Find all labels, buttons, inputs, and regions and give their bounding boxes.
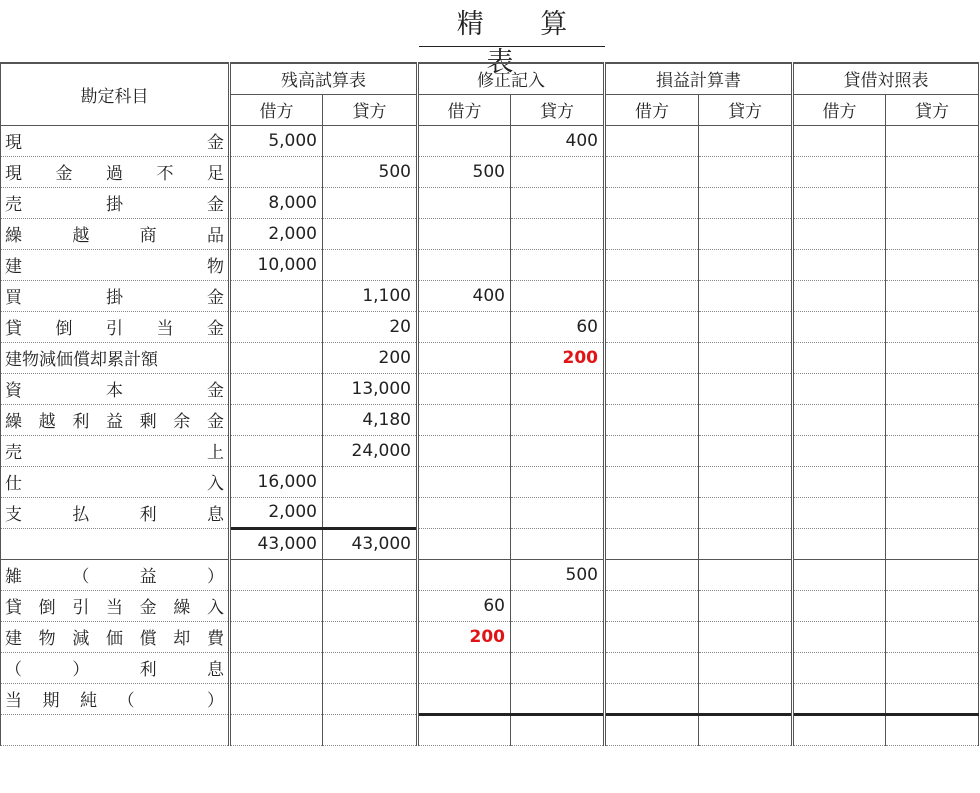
table-cell: [886, 528, 979, 559]
worksheet-table: [0, 62, 979, 746]
adjustment-credit: [511, 590, 605, 621]
table-row: [1, 683, 979, 714]
account-name-char: 売: [5, 195, 22, 215]
trial-balance-debit: [230, 590, 323, 621]
account-name-char: 倒: [55, 319, 73, 339]
income-statement-credit: [699, 497, 793, 528]
income-statement-credit: [699, 187, 793, 218]
account-name-char: 金: [207, 195, 224, 215]
table-cell: [605, 714, 699, 745]
adjustment-credit: [511, 280, 605, 311]
trial-balance-debit: 2,000: [230, 218, 323, 249]
income-statement-credit: [699, 342, 793, 373]
header-credit: 貸方: [323, 94, 418, 125]
adjustment-credit: 500: [511, 559, 605, 590]
income-statement-debit: [605, 249, 699, 280]
account-name-cell: [1, 466, 230, 497]
account-name-char: 減: [72, 629, 90, 649]
income-statement-credit: [699, 280, 793, 311]
trial-balance-debit: 8,000: [230, 187, 323, 218]
trial-balance-debit: 2,000: [230, 497, 323, 528]
trial-balance-credit: [323, 466, 418, 497]
account-name-char: 金: [207, 381, 224, 401]
balance-sheet-debit: [793, 466, 886, 497]
account-name-char: 金: [207, 133, 224, 153]
account-name-char: 当: [156, 319, 174, 339]
account-name-char: 物: [38, 629, 56, 649]
account-name-char: 支: [5, 505, 22, 525]
balance-sheet-credit: [886, 404, 979, 435]
balance-sheet-credit: [886, 342, 979, 373]
income-statement-debit: [605, 497, 699, 528]
account-name-char: （: [117, 691, 135, 711]
balance-sheet-credit: [886, 373, 979, 404]
account-name-cell: [1, 652, 230, 683]
table-row: [1, 187, 979, 218]
account-name-char: [155, 686, 160, 711]
trial-balance-debit: [230, 621, 323, 652]
account-name-char: 越: [72, 226, 90, 246]
balance-sheet-credit: [886, 559, 979, 590]
account-name-cell: [1, 404, 230, 435]
balance-sheet-debit: [793, 373, 886, 404]
account-name-char: 利: [139, 660, 157, 680]
balance-sheet-debit: [793, 590, 886, 621]
account-name-char: 余: [173, 412, 191, 432]
trial-balance-debit: 10,000: [230, 249, 323, 280]
table-cell: [511, 714, 605, 745]
trial-balance-debit: [230, 683, 323, 714]
balance-sheet-debit: [793, 497, 886, 528]
trial-balance-debit: [230, 342, 323, 373]
balance-sheet-debit: [793, 156, 886, 187]
trial-balance-credit: [323, 218, 418, 249]
trial-balance-debit: [230, 311, 323, 342]
trial-balance-debit: [230, 404, 323, 435]
account-name-char: 繰: [5, 226, 22, 246]
trial-balance-credit: [323, 621, 418, 652]
table-cell: [511, 528, 605, 559]
balance-sheet-credit: [886, 621, 979, 652]
table-cell: [1, 714, 230, 745]
trial-balance-debit: [230, 652, 323, 683]
account-name-char: 払: [72, 505, 90, 525]
adjustment-credit: [511, 373, 605, 404]
income-statement-debit: [605, 311, 699, 342]
table-row: [1, 249, 979, 280]
table-row: [1, 125, 979, 156]
table-row: [1, 156, 979, 187]
income-statement-credit: [699, 373, 793, 404]
balance-sheet-credit: [886, 652, 979, 683]
table-cell: [699, 528, 793, 559]
adjustment-debit: [418, 187, 511, 218]
account-name-char: 当: [105, 598, 123, 618]
balance-sheet-debit: [793, 125, 886, 156]
income-statement-debit: [605, 342, 699, 373]
balance-sheet-debit: [793, 404, 886, 435]
header-debit: 借方: [793, 94, 886, 125]
income-statement-debit: [605, 621, 699, 652]
table-row: [1, 280, 979, 311]
income-statement-debit: [605, 559, 699, 590]
table-row: [1, 559, 979, 590]
account-name-cell: [1, 156, 230, 187]
adjustment-credit: 200: [511, 342, 605, 373]
account-name-cell: [1, 435, 230, 466]
adjustment-credit: [511, 187, 605, 218]
trial-balance-credit: [323, 249, 418, 280]
header-group: 修正記入: [418, 63, 605, 94]
header-credit: 貸方: [886, 94, 979, 125]
account-name-char: 価: [105, 629, 123, 649]
income-statement-credit: [699, 125, 793, 156]
income-statement-credit: [699, 404, 793, 435]
account-name-char: 繰: [5, 412, 22, 432]
account-name-char: 仕: [5, 474, 22, 494]
income-statement-debit: [605, 125, 699, 156]
header-debit: 借方: [605, 94, 699, 125]
balance-sheet-debit: [793, 435, 886, 466]
account-name-char: 現: [5, 164, 22, 184]
balance-sheet-credit: [886, 466, 979, 497]
adjustment-debit: [418, 249, 511, 280]
trial-balance-debit: [230, 156, 323, 187]
account-name-char: 繰: [173, 598, 191, 618]
balance-sheet-credit: [886, 683, 979, 714]
account-name-char: 金: [206, 412, 224, 432]
account-name-char: 倒: [38, 598, 56, 618]
balance-sheet-credit: [886, 590, 979, 621]
balance-sheet-credit: [886, 280, 979, 311]
header-credit: 貸方: [699, 94, 793, 125]
account-name-char: 掛: [106, 288, 123, 308]
adjustment-debit: 200: [418, 621, 511, 652]
account-name-char: 費: [206, 629, 224, 649]
income-statement-debit: [605, 404, 699, 435]
account-name-char: 償: [139, 629, 157, 649]
income-statement-debit: [605, 435, 699, 466]
adjustment-credit: 400: [511, 125, 605, 156]
balance-sheet-debit: [793, 311, 886, 342]
table-row: [1, 466, 979, 497]
income-statement-credit: [699, 249, 793, 280]
adjustment-credit: 60: [511, 311, 605, 342]
table-cell: [230, 714, 323, 745]
account-name-char: 益: [139, 567, 157, 587]
account-name-char: 息: [206, 505, 224, 525]
adjustment-credit: [511, 435, 605, 466]
account-name-char: 期: [42, 691, 60, 711]
account-name-cell: [1, 280, 230, 311]
account-name-cell: [1, 187, 230, 218]
account-name-char: 剰: [139, 412, 157, 432]
account-name-char: 不: [156, 164, 174, 184]
income-statement-credit: [699, 311, 793, 342]
adjustment-debit: [418, 683, 511, 714]
trial-balance-credit: 500: [323, 156, 418, 187]
worksheet-title: 精 算 表: [419, 6, 605, 47]
adjustment-credit: [511, 652, 605, 683]
balance-sheet-credit: [886, 435, 979, 466]
adjustment-credit: [511, 497, 605, 528]
income-statement-debit: [605, 373, 699, 404]
trial-balance-credit: [323, 652, 418, 683]
balance-sheet-debit: [793, 559, 886, 590]
trial-balance-debit: 5,000: [230, 125, 323, 156]
adjustment-debit: [418, 652, 511, 683]
balance-sheet-debit: [793, 187, 886, 218]
balance-sheet-debit: [793, 342, 886, 373]
account-name-char: [181, 686, 186, 711]
table-row: [1, 404, 979, 435]
account-name-char: （: [72, 567, 90, 587]
account-name-char: 金: [207, 288, 224, 308]
account-name-char: 掛: [106, 195, 123, 215]
account-name-char: 建: [5, 257, 22, 277]
account-name-char: 商: [139, 226, 157, 246]
trial-balance-debit: [230, 373, 323, 404]
trial-balance-credit: [323, 683, 418, 714]
trial-balance-credit: 1,100: [323, 280, 418, 311]
table-row: [1, 218, 979, 249]
trial-balance-credit: [323, 590, 418, 621]
account-name-char: 本: [106, 381, 123, 401]
account-name-char: ）: [206, 567, 224, 587]
table-row: [1, 497, 979, 528]
adjustment-debit: [418, 218, 511, 249]
trial-balance-debit: 16,000: [230, 466, 323, 497]
account-name-char: 建物減価償却累計額: [5, 350, 158, 370]
table-row: [1, 435, 979, 466]
balance-sheet-credit: [886, 156, 979, 187]
account-name-char: 建: [5, 629, 22, 649]
income-statement-debit: [605, 683, 699, 714]
trial-balance-debit: [230, 435, 323, 466]
account-name-char: 物: [207, 257, 224, 277]
final-totals-row: [1, 714, 979, 745]
adjustment-credit: [511, 249, 605, 280]
header-account: 勘定科目: [1, 63, 230, 125]
adjustment-credit: [511, 156, 605, 187]
table-row: [1, 342, 979, 373]
account-name-cell: [1, 497, 230, 528]
account-name-cell: [1, 559, 230, 590]
adjustment-credit: [511, 683, 605, 714]
account-name-char: 入: [206, 598, 224, 618]
trial-balance-credit: [323, 125, 418, 156]
header-group: 損益計算書: [605, 63, 793, 94]
account-name-char: 上: [207, 443, 224, 463]
table-cell: [699, 714, 793, 745]
account-name-char: 当: [5, 691, 22, 711]
account-name-cell: [1, 218, 230, 249]
income-statement-credit: [699, 466, 793, 497]
account-name-char: 越: [38, 412, 56, 432]
account-name-char: 貸: [5, 598, 22, 618]
header-credit: 貸方: [511, 94, 605, 125]
table-row: [1, 311, 979, 342]
adjustment-credit: [511, 621, 605, 652]
table-row: [1, 373, 979, 404]
balance-sheet-debit: [793, 280, 886, 311]
income-statement-credit: [699, 652, 793, 683]
table-cell: [605, 528, 699, 559]
account-name-char: 雑: [5, 567, 22, 587]
table-cell: [323, 714, 418, 745]
totals-label: [1, 528, 230, 559]
income-statement-debit: [605, 590, 699, 621]
adjustment-debit: [418, 404, 511, 435]
account-name-cell: [1, 342, 230, 373]
account-name-char: 引: [106, 319, 123, 339]
account-name-char: 利: [139, 505, 157, 525]
adjustment-debit: [418, 125, 511, 156]
income-statement-debit: [605, 280, 699, 311]
header-group: 貸借対照表: [793, 63, 979, 94]
trial-balance-credit: 13,000: [323, 373, 418, 404]
table-row: [1, 652, 979, 683]
trial-balance-credit-total: 43,000: [323, 528, 418, 559]
income-statement-debit: [605, 156, 699, 187]
adjustment-credit: [511, 218, 605, 249]
income-statement-debit: [605, 652, 699, 683]
account-name-cell: [1, 249, 230, 280]
balance-sheet-debit: [793, 652, 886, 683]
trial-balance-debit: [230, 280, 323, 311]
trial-balance-credit: [323, 187, 418, 218]
account-name-char: 引: [72, 598, 90, 618]
balance-sheet-debit: [793, 249, 886, 280]
income-statement-debit: [605, 466, 699, 497]
income-statement-credit: [699, 559, 793, 590]
balance-sheet-credit: [886, 497, 979, 528]
trial-balance-credit: 200: [323, 342, 418, 373]
table-row: [1, 590, 979, 621]
adjustment-debit: [418, 466, 511, 497]
account-name-char: 金: [139, 598, 157, 618]
account-name-char: 資: [5, 381, 22, 401]
account-name-cell: [1, 683, 230, 714]
totals-row: [1, 528, 979, 559]
balance-sheet-debit: [793, 621, 886, 652]
account-name-char: 貸: [5, 319, 22, 339]
account-name-char: 品: [206, 226, 224, 246]
adjustment-debit: [418, 435, 511, 466]
income-statement-credit: [699, 218, 793, 249]
account-name-char: 益: [105, 412, 123, 432]
header-debit: 借方: [418, 94, 511, 125]
trial-balance-debit-total: 43,000: [230, 528, 323, 559]
adjustment-debit: [418, 311, 511, 342]
account-name-char: 足: [207, 164, 224, 184]
adjustment-debit: 60: [418, 590, 511, 621]
table-cell: [793, 714, 886, 745]
adjustment-credit: [511, 466, 605, 497]
balance-sheet-credit: [886, 125, 979, 156]
account-name-char: （: [5, 660, 22, 680]
table-cell: [793, 528, 886, 559]
account-name-char: ）: [72, 660, 90, 680]
account-name-char: 売: [5, 443, 22, 463]
account-name-cell: [1, 125, 230, 156]
adjustment-debit: 500: [418, 156, 511, 187]
trial-balance-credit: [323, 497, 418, 528]
income-statement-credit: [699, 590, 793, 621]
adjustment-debit: [418, 373, 511, 404]
balance-sheet-credit: [886, 249, 979, 280]
account-name-cell: [1, 590, 230, 621]
table-cell: [886, 714, 979, 745]
table-cell: [418, 528, 511, 559]
balance-sheet-credit: [886, 218, 979, 249]
account-name-char: 現: [5, 133, 22, 153]
account-name-char: ）: [207, 691, 224, 711]
trial-balance-credit: [323, 559, 418, 590]
account-name-char: 利: [72, 412, 90, 432]
account-name-cell: [1, 373, 230, 404]
adjustment-credit: [511, 404, 605, 435]
table-cell: [418, 714, 511, 745]
header-group: 残高試算表: [230, 63, 418, 94]
account-name-char: 買: [5, 288, 22, 308]
adjustment-debit: [418, 342, 511, 373]
trial-balance-credit: 20: [323, 311, 418, 342]
adjustment-debit: [418, 497, 511, 528]
account-name-char: 入: [207, 474, 224, 494]
balance-sheet-credit: [886, 187, 979, 218]
header-debit: 借方: [230, 94, 323, 125]
trial-balance-credit: 4,180: [323, 404, 418, 435]
account-name-char: 息: [206, 660, 224, 680]
balance-sheet-debit: [793, 683, 886, 714]
trial-balance-debit: [230, 559, 323, 590]
income-statement-credit: [699, 621, 793, 652]
account-name-char: 過: [106, 164, 123, 184]
income-statement-credit: [699, 683, 793, 714]
income-statement-debit: [605, 187, 699, 218]
adjustment-debit: [418, 559, 511, 590]
adjustment-debit: 400: [418, 280, 511, 311]
balance-sheet-credit: [886, 311, 979, 342]
table-row: [1, 621, 979, 652]
account-name-char: 金: [55, 164, 73, 184]
account-name-char: 金: [207, 319, 224, 339]
account-name-cell: [1, 621, 230, 652]
account-name-char: 却: [173, 629, 191, 649]
income-statement-credit: [699, 435, 793, 466]
income-statement-debit: [605, 218, 699, 249]
income-statement-credit: [699, 156, 793, 187]
balance-sheet-debit: [793, 218, 886, 249]
account-name-char: 純: [80, 691, 98, 711]
trial-balance-credit: 24,000: [323, 435, 418, 466]
account-name-cell: [1, 311, 230, 342]
